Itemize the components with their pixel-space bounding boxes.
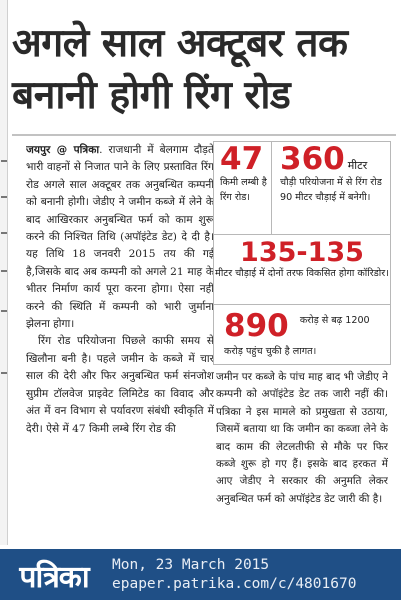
stat-length — [214, 142, 272, 235]
edge-mark — [1, 196, 7, 198]
stat-length-caption: किमी लम्बी है रिंग रोड। — [220, 177, 267, 203]
publication-date: Mon, 23 March 2015 — [112, 557, 270, 573]
article-column-left — [26, 142, 214, 547]
stats-row-top — [214, 142, 390, 235]
edge-mark — [1, 270, 7, 272]
edge-mark — [1, 232, 7, 234]
stat-cost — [214, 305, 390, 366]
stat-cost-value: 890 — [224, 308, 289, 344]
article-paragraph: जमीन पर कब्जे के पांच माह बाद भी जेडीए ने कम्पनी को अपॉइंटेड डेट तक जारी नहीं की। पत्रिका ने इस मामले को प्रमुखता से उठाया, जिसमें बताया था कि जमीन का कब्जा लेने के बाद काम की लेटलतीफी से मौके पर फिर कब्जे शुरू हो गए हैं। इसके बाद हरकत में आए जेडीए ने सरकार की अनुमति लेकर अनुबन्धित फर्म को अपॉइंटेड डेट जारी की है। — [216, 371, 388, 505]
dateline: जयपुर @ पत्रिका — [26, 144, 100, 156]
article-paragraph: रिंग रोड परियोजना पिछले काफी समय से खिलौना बनी है। पहले जमीन के कब्जे में चार साल की देरी और फिर अनुबन्धित फर्म संनजोश सुप्रीम टॉलवेज प्राइवेट लिमिटेड का विवाद और अंत में वन विभाग से पर्यावरण संबंधी स्वीकृति में देरी। ऐसे में 47 किमी लम्बे रिंग रोड की — [26, 335, 214, 435]
headline-line-2: बनानी होगी रिंग रोड — [12, 73, 291, 118]
footer-bar — [0, 549, 401, 600]
stat-width-caption: चौड़ी परियोजना में से रिंग रोड 90 मीटर चौड़ाई में बनेगी। — [280, 177, 382, 203]
paragraph-text: . राजधानी में बेलगाम दौड़ते भारी वाहनों से निजात पाने के लिए प्रस्तावित रिंग रोड अगले साल अक्टूबर तक अनुबन्धित कम्पनी को बनानी होगी। जेडीए ने जमीन कब्जे में लेने के बाद आखिरकार अनुबन्धित फर्म को काम शुरू करने की निश्चित तिथि (अपॉइंटेड डेट) दे दी है। यह तिथि 18 जनवरी 2015 तय की गई है,जिसके बाद अब कम्पनी को अगले 21 माह के भीतर निर्माण कार्य पूरा करना होगा। ऐसा नहीं करने की स्थिति में कम्पनी को भारी जुर्माना झेलना होगा। — [26, 144, 214, 331]
headline — [12, 18, 396, 136]
stat-corridor-value: 135-135 — [240, 237, 364, 268]
edge-mark — [1, 372, 7, 374]
stat-width-value-line — [280, 141, 392, 177]
stat-corridor — [214, 235, 390, 305]
article-column-right — [216, 369, 388, 547]
patrika-logo[interactable] — [14, 553, 94, 597]
article-paragraph — [26, 142, 214, 333]
stat-cost-caption: करोड़ से बढ़ 1200 — [299, 315, 370, 326]
stat-width-unit: मीटर — [347, 159, 368, 172]
stat-width-value: 360 — [280, 141, 345, 177]
stats-box — [213, 141, 391, 365]
edge-mark — [1, 310, 7, 312]
previous-column-edge — [0, 0, 8, 545]
edge-mark — [1, 160, 7, 162]
stat-cost-tail: करोड़ पहुंच चुकी है लागत। — [224, 346, 317, 357]
stat-width — [272, 142, 392, 235]
logo-text: पत्रिका — [19, 559, 89, 595]
stat-corridor-caption: मीटर चौड़ाई में दोनों तरफ विकसित होगा कॉरिडोर। — [215, 268, 389, 279]
stat-length-value: 47 — [220, 141, 264, 177]
epaper-link[interactable]: epaper.patrika.com/c/4801670 — [112, 576, 357, 592]
headline-line-1: अगले साल अक्टूबर तक — [12, 21, 348, 66]
